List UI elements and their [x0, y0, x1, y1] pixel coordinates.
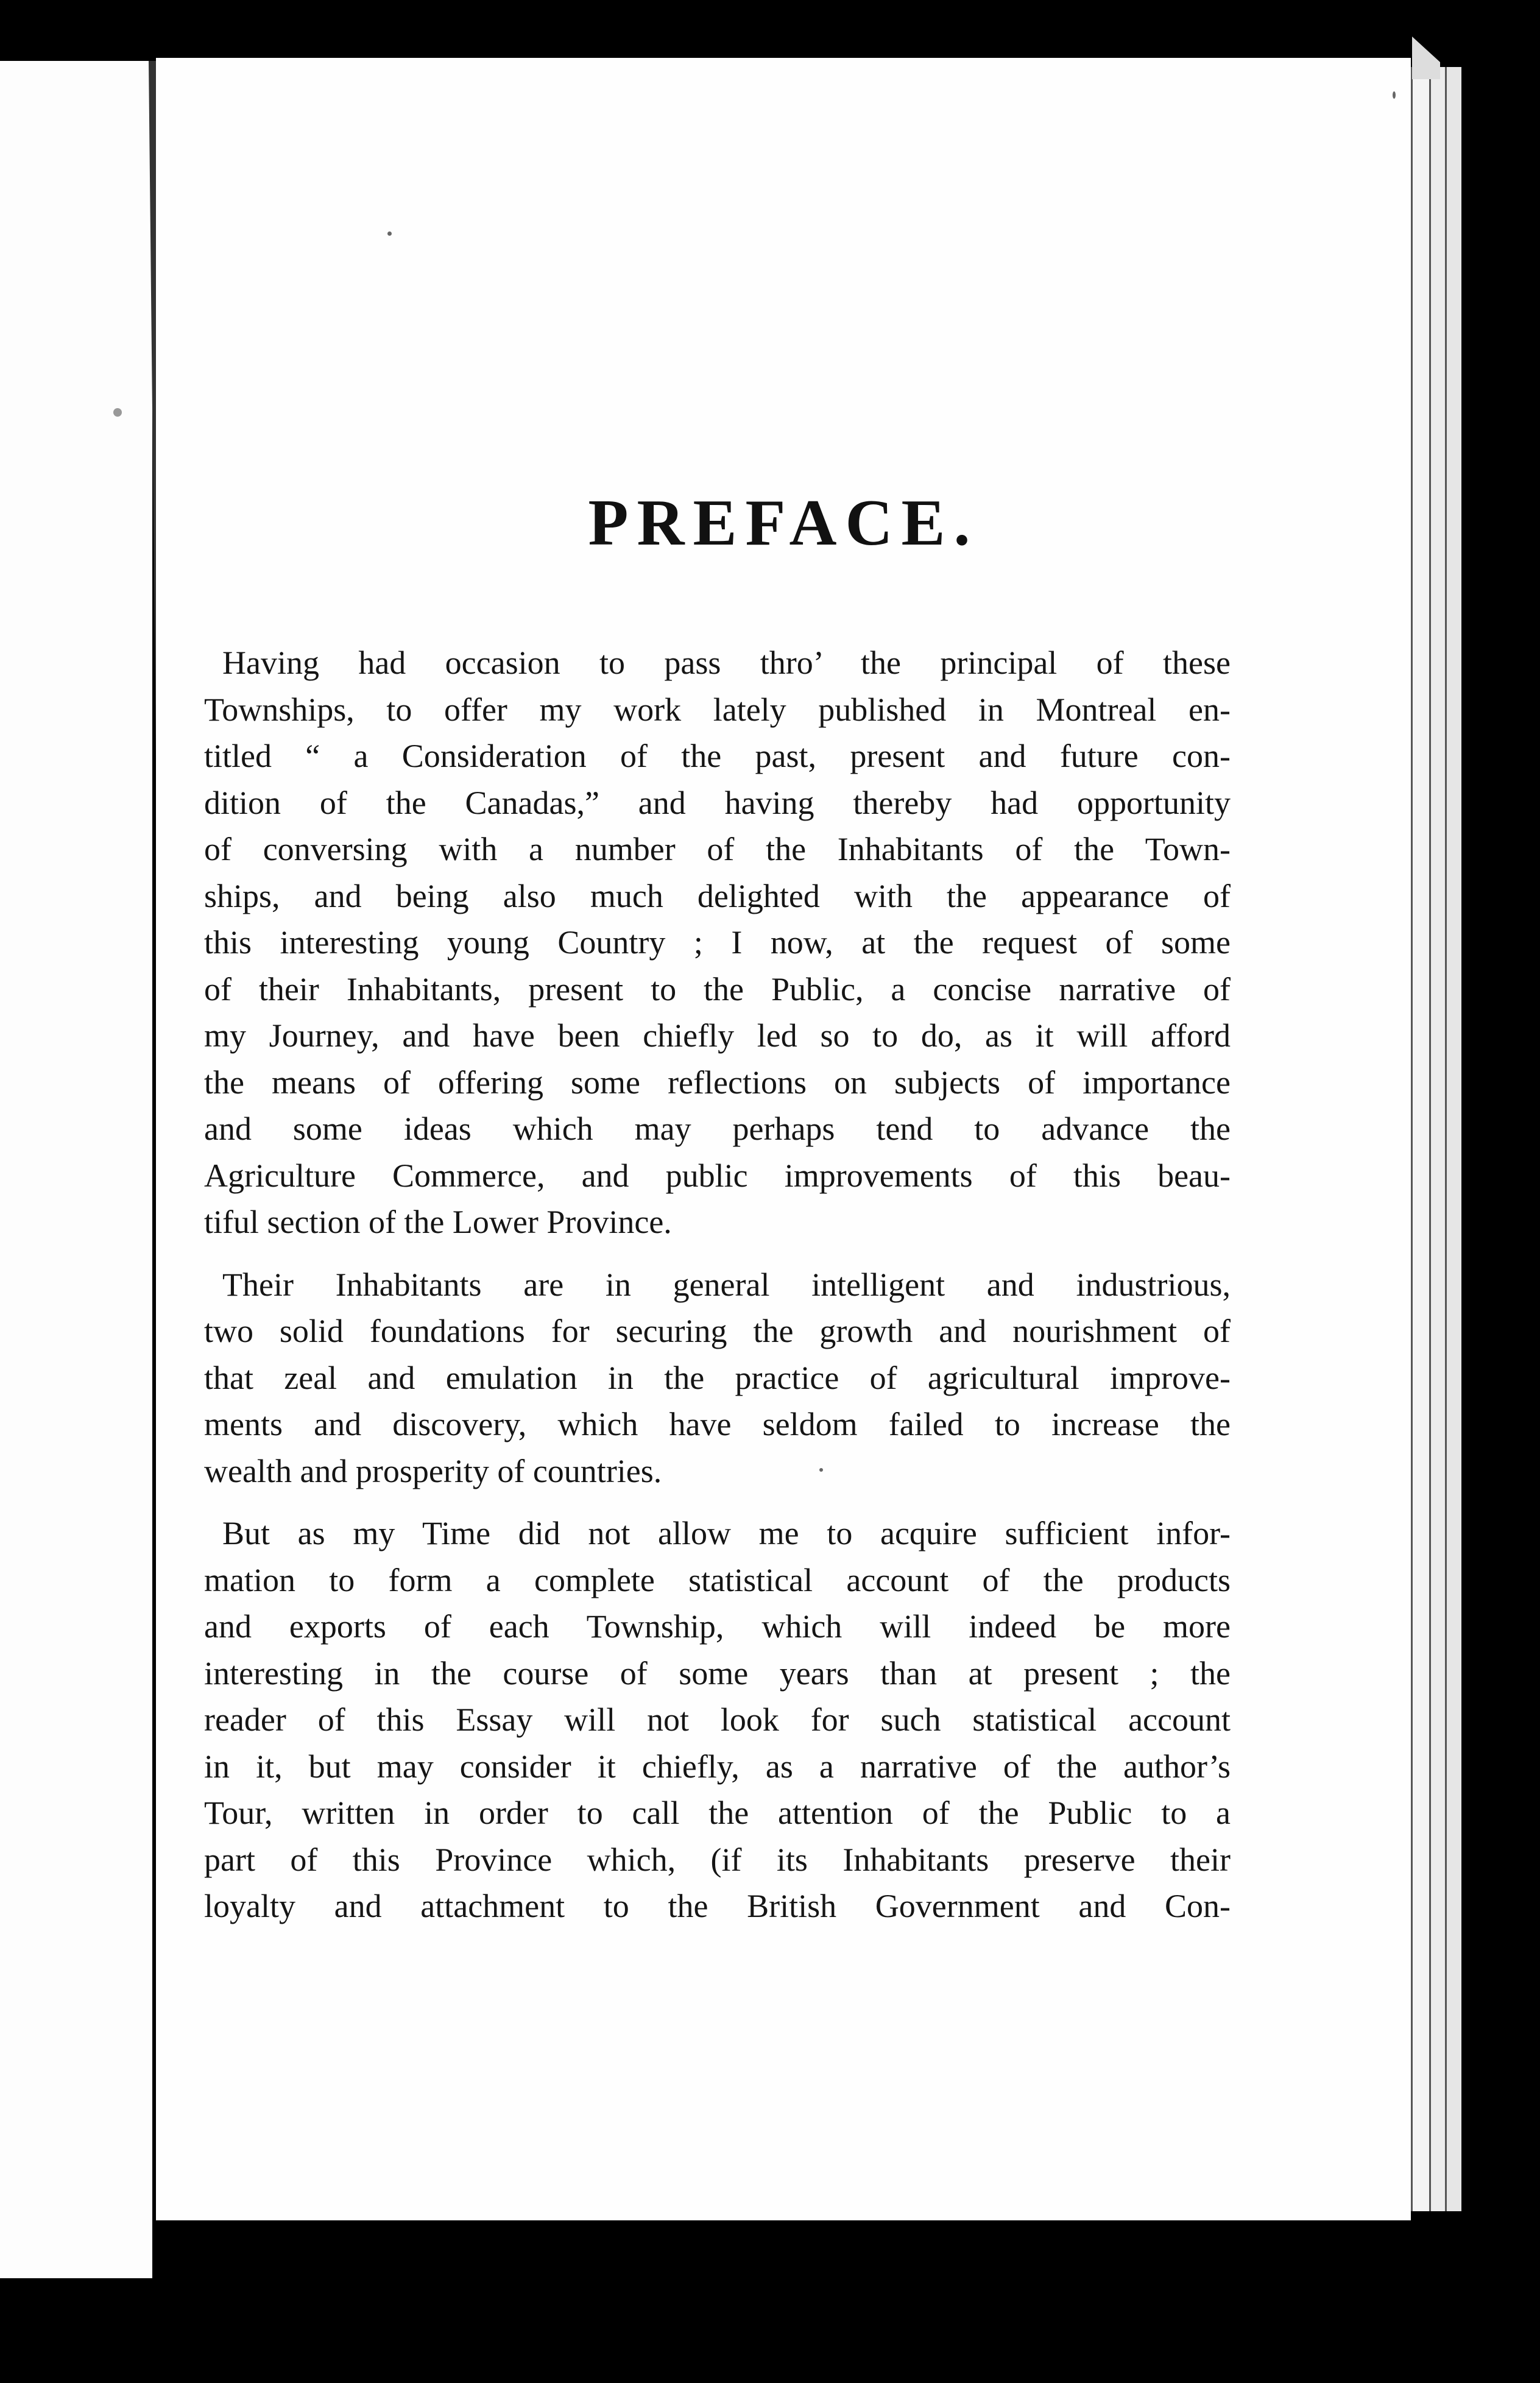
- text-line: this interesting young Country ; I now, at the request of some: [204, 924, 1231, 961]
- text-line: Agriculture Commerce, and public improvements of this beau-: [204, 1157, 1231, 1194]
- text-line: of conversing with a number of the Inhabitants of the Town-: [204, 831, 1231, 867]
- text-line: that zeal and emulation in the practice of agricultural improve-: [204, 1359, 1231, 1396]
- text-line: But as my Time did not allow me to acquire sufficient infor-: [222, 1515, 1231, 1552]
- text-line: two solid foundations for securing the growth and nourishment of: [204, 1313, 1231, 1349]
- text-line: Townships, to offer my work lately published in Montreal en-: [204, 691, 1231, 728]
- paragraph-1: [204, 640, 1231, 1246]
- text-line: titled “ a Consideration of the past, present and future con-: [204, 738, 1231, 774]
- page-stack-edge: [1429, 67, 1447, 2211]
- preface-body: [204, 640, 1231, 1946]
- text-line: Having had occasion to pass thro’ the principal of these: [222, 644, 1231, 681]
- text-line: dition of the Canadas,” and having thereby had opportunity: [204, 784, 1231, 821]
- text-line: in it, but may consider it chiefly, as a narrative of the author’s: [204, 1748, 1231, 1785]
- text-line: interesting in the course of some years than at present ; the: [204, 1654, 1231, 1692]
- page-stack-edge: [1411, 67, 1431, 2211]
- page-stack-edge: [1445, 67, 1461, 2211]
- ink-speck: [387, 231, 392, 236]
- text-line: reader of this Essay will not look for such statistical account: [204, 1701, 1231, 1738]
- text-line: Their Inhabitants are in general intelligent and industrious,: [222, 1266, 1231, 1303]
- text-line: part of this Province which, (if its Inhabitants preserve their: [204, 1841, 1231, 1878]
- text-line: loyalty and attachment to the British Government and Con-: [204, 1888, 1231, 1924]
- text-line: of their Inhabitants, present to the Public, a concise narrative of: [204, 970, 1231, 1008]
- facing-page-edge: [0, 61, 152, 2278]
- page-heading: PREFACE.: [588, 487, 979, 559]
- text-line: ships, and being also much delighted with the appearance of: [204, 877, 1231, 914]
- paragraph-3: [204, 1510, 1231, 1930]
- text-line: tiful section of the Lower Province.: [204, 1204, 672, 1240]
- text-line: ments and discovery, which have seldom failed to increase the: [204, 1406, 1231, 1442]
- paragraph-2: [204, 1262, 1231, 1495]
- text-line: wealth and prosperity of countries.: [204, 1452, 662, 1489]
- page-corner-fold: [1412, 37, 1440, 79]
- ink-speck: [1393, 91, 1396, 99]
- ink-speck: [113, 408, 122, 417]
- text-line: mation to form a complete statistical account of the products: [204, 1561, 1231, 1598]
- text-line: and some ideas which may perhaps tend to advance the: [204, 1110, 1231, 1147]
- text-line: Tour, written in order to call the attention of the Public to a: [204, 1795, 1231, 1831]
- text-line: my Journey, and have been chiefly led so to do, as it will afford: [204, 1017, 1231, 1054]
- text-line: the means of offering some reflections on subjects of importance: [204, 1064, 1231, 1101]
- text-line: and exports of each Township, which will indeed be more: [204, 1608, 1231, 1645]
